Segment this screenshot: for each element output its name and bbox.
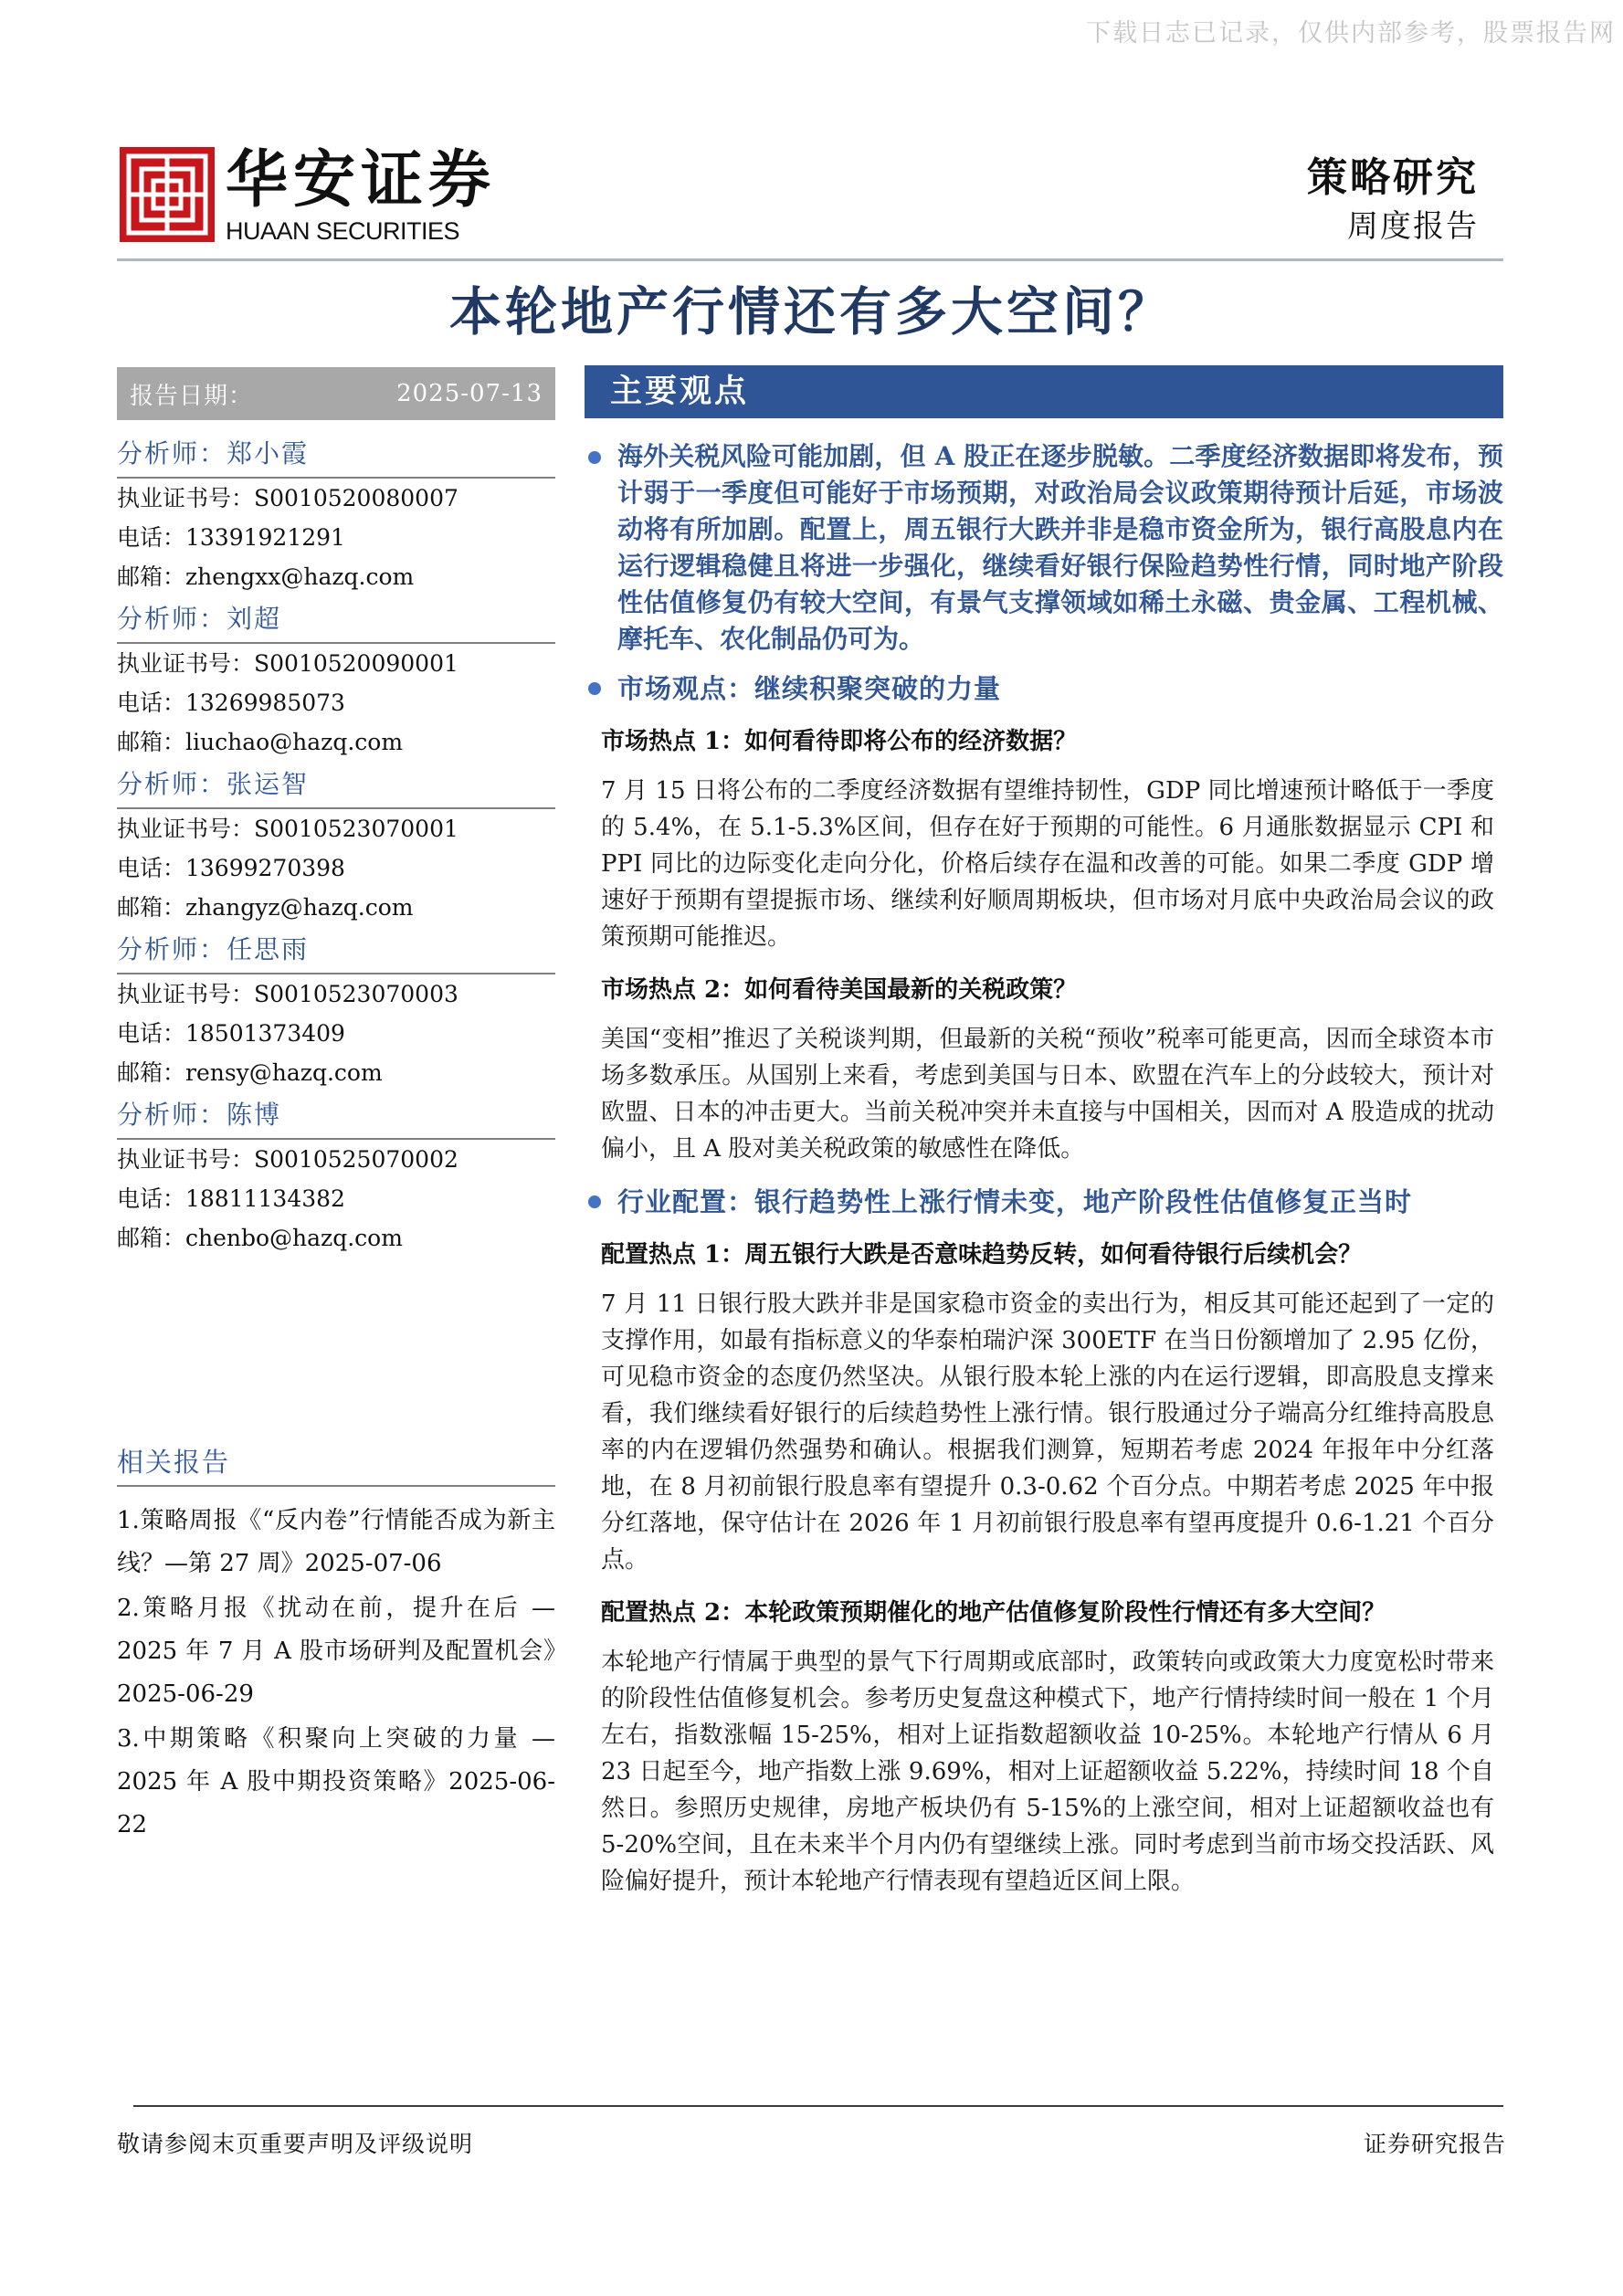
analyst-phone: 电话：13699270398 xyxy=(117,855,345,881)
analyst-block xyxy=(117,1096,555,1258)
analyst-list xyxy=(117,435,555,1261)
logo-english: HUAAN SECURITIES xyxy=(226,217,460,245)
industry-allocation-heading xyxy=(585,1184,1503,1220)
related-reports xyxy=(117,1441,555,1848)
main-content xyxy=(585,365,1503,1900)
analyst-name: 分析师：陈博 xyxy=(117,1096,555,1140)
analyst-cert: 执业证书号：S0010523070001 xyxy=(117,816,458,842)
summary-text: 海外关税风险可能加剧，但 A 股正在逐步脱敏。二季度经济数据即将发布，预计弱于一季度但可能好于市场预期，对政治局会议政策期待预计后延，市场波动将有所加剧。配置上，周五银行大跌并非是稳市资金所为，银行高股息内在运行逻辑稳健且将进一步强化，继续看好银行保险趋势性行情，同时地产阶段性估值修复仍有较大空间，有景气支撑领域如稀土永磁、贵金属、工程机械、摩托车、农化制品仍可为。 xyxy=(617,441,1503,654)
analyst-cert: 执业证书号：S0010523070003 xyxy=(117,981,458,1007)
report-title: 本轮地产行情还有多大空间？ xyxy=(449,281,1174,342)
analyst-email[interactable]: 邮箱：zhengxx@hazq.com xyxy=(117,563,415,590)
analyst-cert: 执业证书号：S0010520080007 xyxy=(117,485,458,511)
related-report-item[interactable]: 2.策略月报《扰动在前，提升在后 —2025 年 7 月 A 股市场研判及配置机会》2025-06-29 xyxy=(117,1595,555,1708)
report-date-value: 2025-07-13 xyxy=(396,380,543,407)
market-hotspot-2-text: 美国“变相”推迟了关税谈判期，但最新的关税“预收”税率可能更高，因而全球资本市场多数承压。从国别上来看，考虑到美国与日本、欧盟在汽车上的分歧较大，预计对欧盟、日本的冲击更大。当前关税冲突并未直接与中国相关，因而对 A 股造成的扰动偏小，且 A 股对美关税政策的敏感性在降低。 xyxy=(601,1026,1494,1163)
bullet-icon xyxy=(588,451,601,464)
allocation-hotspot-1-title: 配置热点 1：周五银行大跌是否意味趋势反转，如何看待银行后续机会？ xyxy=(601,1241,1363,1269)
header-divider xyxy=(117,258,1503,261)
market-view-heading xyxy=(585,670,1503,707)
huaan-seal-icon xyxy=(120,147,215,242)
analyst-name: 分析师：张运智 xyxy=(117,765,555,809)
analyst-name: 分析师：刘超 xyxy=(117,600,555,644)
report-type: 周度报告 xyxy=(1347,208,1479,245)
market-hotspot-2-title: 市场热点 2：如何看待美国最新的关税政策？ xyxy=(601,976,1078,1004)
analyst-block xyxy=(117,435,555,596)
report-date-bar xyxy=(117,367,555,420)
allocation-hotspot-2-title: 配置热点 2：本轮政策预期催化的地产估值修复阶段性行情还有多大空间？ xyxy=(601,1599,1386,1627)
report-category: 策略研究 xyxy=(1307,154,1479,201)
logo-chinese: 华安证券 xyxy=(226,143,497,216)
bullet-icon xyxy=(588,682,601,695)
footer-label: 证券研究报告 xyxy=(1363,2131,1506,2157)
allocation-hotspot-2-text: 本轮地产行情属于典型的景气下行周期或底部时，政策转向或政策大力度宽松时带来的阶段性估值修复机会。参考历史复盘这种模式下，地产行情持续时间一般在 1 个月左右，指数涨幅 15-25%，相对上证指数超额收益 10-25%。本轮地产行情从 6 月 23 日起至今，地产指数上涨 9.69%，相对上证超额收益 5.22%，持续时间 18 个自然日。参照历史规律，房地产板块仍有 5-15%的上涨空间，相对上证超额收益也有 5-20%空间，且在未来半个月内仍有望继续上涨。同时考虑到当前市场交投活跃、风险偏好提升，预计本轮地产行情表现有望趋近区间上限。 xyxy=(601,1648,1494,1895)
analyst-name: 分析师：任思雨 xyxy=(117,931,555,974)
company-logo xyxy=(120,144,496,245)
analyst-email[interactable]: 邮箱：zhangyz@hazq.com xyxy=(117,894,414,921)
analyst-phone: 电话：13391921291 xyxy=(117,524,345,551)
analyst-block xyxy=(117,600,555,762)
analyst-phone: 电话：13269985073 xyxy=(117,690,345,716)
allocation-hotspot-1-text: 7 月 11 日银行股大跌并非是国家稳市资金的卖出行为，相反其可能还起到了一定的支撑作用，如最有指标意义的华泰柏瑞沪深 300ETF 在当日份额增加了 2.95 亿份，可见稳市资金的态度仍然坚决。从银行股本轮上涨的内在运行逻辑，即高股息支撑来看，我们继续看好银行的后续趋势性上涨行情。银行股通过分子端高分红维持高股息率的内在逻辑仍然强势和确认。根据我们测算，短期若考虑 2024 年报年中分红落地，在 8 月初前银行股息率有望提升 0.3-0.62 个百分点。中期若考虑 2025 年中报分红落地，保守估计在 2026 年 1 月初前银行股息率有望再度提升 0.6-1.21 个百分点。 xyxy=(601,1290,1494,1574)
analyst-name: 分析师：郑小霞 xyxy=(117,435,555,479)
industry-allocation-heading-text: 行业配置：银行趋势性上涨行情未变，地产阶段性估值修复正当时 xyxy=(617,1186,1413,1217)
related-reports-heading: 相关报告 xyxy=(117,1441,555,1487)
analyst-email[interactable]: 邮箱：liuchao@hazq.com xyxy=(117,729,404,755)
analyst-phone: 电话：18501373409 xyxy=(117,1020,345,1047)
analyst-cert: 执业证书号：S0010525070002 xyxy=(117,1146,458,1173)
bullet-icon xyxy=(588,1195,601,1208)
analyst-email[interactable]: 邮箱：chenbo@hazq.com xyxy=(117,1225,403,1251)
footer-disclaimer: 敬请参阅末页重要声明及评级说明 xyxy=(117,2131,474,2157)
analyst-phone: 电话：18811134382 xyxy=(117,1185,345,1212)
footer-divider xyxy=(133,2105,1503,2107)
related-report-item[interactable]: 1.策略周报《“反内卷”行情能否成为新主线？—第 27 周》2025-07-06 xyxy=(117,1507,555,1577)
market-view-heading-text: 市场观点：继续积聚突破的力量 xyxy=(617,673,1002,704)
report-date-label: 报告日期： xyxy=(130,382,254,410)
analyst-cert: 执业证书号：S0010520090001 xyxy=(117,650,458,677)
analyst-block xyxy=(117,931,555,1092)
summary-paragraph xyxy=(585,438,1503,658)
key-points-heading: 主要观点 xyxy=(585,365,1503,418)
analyst-block xyxy=(117,765,555,927)
watermark: 下载日志已记录，仅供内部参考，股票报告网 xyxy=(1086,19,1616,47)
related-report-item[interactable]: 3.中期策略《积聚向上突破的力量 —2025 年 A 股中期投资策略》2025-06-22 xyxy=(117,1725,555,1838)
analyst-email[interactable]: 邮箱：rensy@hazq.com xyxy=(117,1059,383,1086)
market-hotspot-1-text: 7 月 15 日将公布的二季度经济数据有望维持韧性，GDP 同比增速预计略低于一季度的 5.4%，在 5.1-5.3%区间，但存在好于预期的可能性。6 月通胀数据显示 CPI 和 PPI 同比的边际变化走向分化，价格后续存在温和改善的可能。如果二季度 GDP 增速好于预期有望提振市场、继续利好顺周期板块，但市场对月底中央政治局会议的政策预期可能推迟。 xyxy=(601,777,1494,951)
market-hotspot-1-title: 市场热点 1：如何看待即将公布的经济数据？ xyxy=(601,728,1078,755)
